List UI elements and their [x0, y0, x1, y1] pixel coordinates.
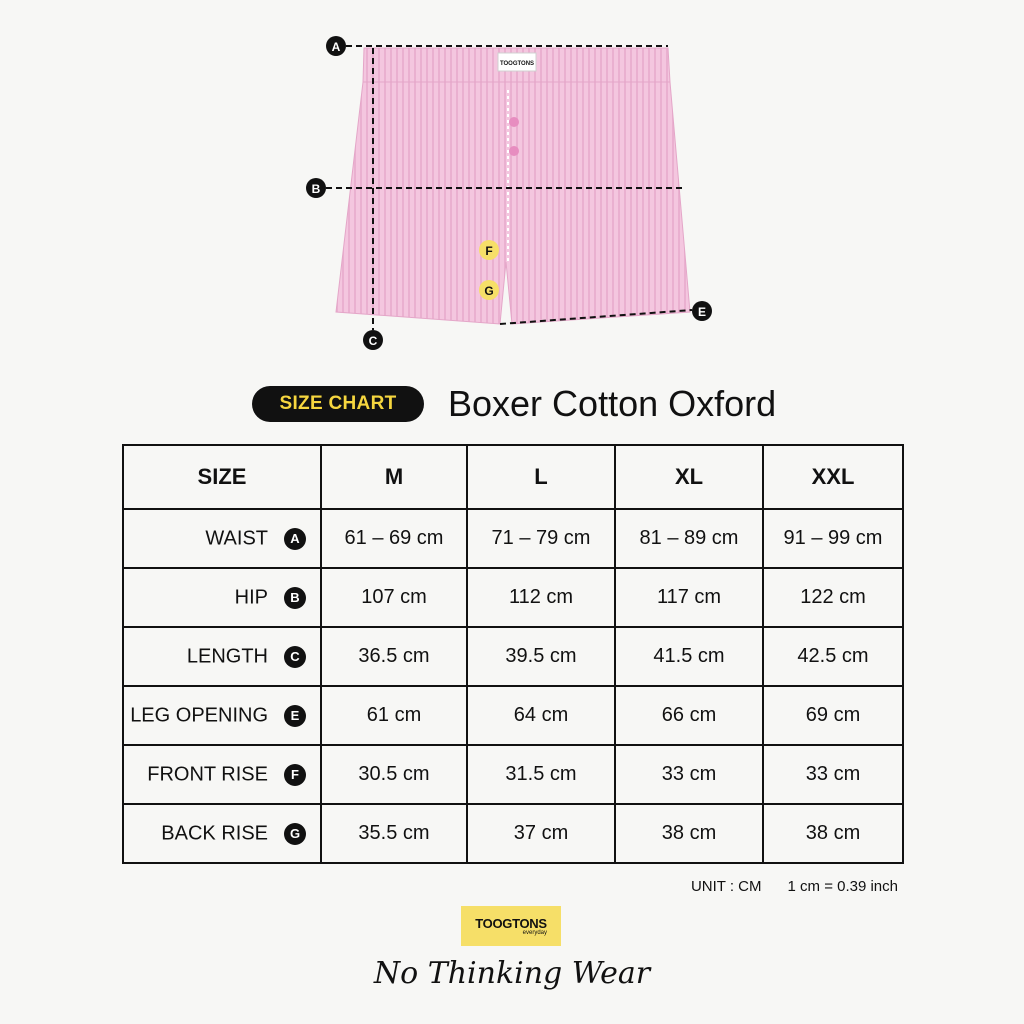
marker-b [306, 178, 326, 198]
table-cell: 33 cm [763, 745, 903, 804]
table-row [123, 509, 903, 568]
table-cell: 42.5 cm [763, 627, 903, 686]
table-cell: 61 – 69 cm [321, 509, 467, 568]
product-title: Boxer Cotton Oxford [448, 383, 777, 424]
table-cell: 33 cm [615, 745, 763, 804]
table-row [123, 804, 903, 863]
table-cell: 112 cm [467, 568, 615, 627]
row-label: LEG OPENING [130, 704, 268, 726]
size-chart-badge: SIZE CHART [252, 386, 424, 422]
column-header: M [321, 445, 467, 509]
table-row [123, 627, 903, 686]
brand-subtitle: everyday [522, 930, 547, 936]
table-cell: 35.5 cm [321, 804, 467, 863]
size-chart-header [252, 380, 812, 428]
table-cell: 36.5 cm [321, 627, 467, 686]
table-cell: 117 cm [615, 568, 763, 627]
table-cell: 37 cm [467, 804, 615, 863]
table-cell: 69 cm [763, 686, 903, 745]
table-cell: 81 – 89 cm [615, 509, 763, 568]
table-cell: 30.5 cm [321, 745, 467, 804]
row-label-cell [123, 568, 321, 627]
garment-tag-text: TOOGTONS [499, 61, 535, 67]
marker-badge: B [284, 587, 306, 609]
row-label-cell [123, 804, 321, 863]
marker-badge: F [284, 764, 306, 786]
marker-c [363, 330, 383, 350]
table-cell: 107 cm [321, 568, 467, 627]
table-cell: 66 cm [615, 686, 763, 745]
svg-text:F: F [485, 244, 493, 258]
marker-badge: C [284, 646, 306, 668]
table-row [123, 568, 903, 627]
table-header-row [123, 445, 903, 509]
svg-text:C: C [368, 334, 378, 348]
table-cell: 64 cm [467, 686, 615, 745]
marker-badge: A [284, 528, 306, 550]
table-row [123, 745, 903, 804]
row-label: LENGTH [186, 645, 268, 667]
boxer-shorts-illustration [0, 0, 1024, 370]
column-header: XL [615, 445, 763, 509]
tagline: No Thinking Wear [373, 956, 651, 991]
table-cell: 39.5 cm [467, 627, 615, 686]
row-label-cell [123, 745, 321, 804]
size-table [122, 444, 904, 864]
marker-badge: E [284, 705, 306, 727]
marker-a [326, 36, 346, 56]
marker-e [692, 301, 712, 321]
table-cell: 61 cm [321, 686, 467, 745]
brand-logo [461, 906, 561, 946]
row-label-cell [123, 627, 321, 686]
table-cell: 38 cm [763, 804, 903, 863]
unit-note [691, 878, 898, 895]
brand-name: TOOGTONS [475, 916, 547, 931]
unit-label: UNIT : CM [690, 878, 762, 895]
svg-text:G: G [484, 284, 494, 298]
conversion-note: 1 cm = 0.39 inch [787, 878, 898, 895]
table-cell: 71 – 79 cm [467, 509, 615, 568]
row-label-cell [123, 686, 321, 745]
marker-f [479, 240, 499, 260]
row-label: FRONT RISE [147, 763, 268, 785]
column-header: L [467, 445, 615, 509]
svg-text:E: E [697, 305, 707, 319]
column-header: XXL [763, 445, 903, 509]
table-cell: 38 cm [615, 804, 763, 863]
svg-text:A: A [331, 40, 341, 54]
table-row [123, 686, 903, 745]
table-cell: 31.5 cm [467, 745, 615, 804]
row-label: HIP [234, 586, 268, 608]
table-cell: 41.5 cm [615, 627, 763, 686]
row-label: BACK RISE [161, 822, 268, 844]
row-label: WAIST [205, 527, 268, 549]
column-header: SIZE [123, 445, 321, 509]
table-cell: 122 cm [763, 568, 903, 627]
marker-badge: G [284, 823, 306, 845]
svg-text:B: B [311, 182, 321, 196]
button [509, 146, 519, 156]
row-label-cell [123, 509, 321, 568]
table-cell: 91 – 99 cm [763, 509, 903, 568]
marker-g [479, 280, 499, 300]
button [509, 117, 519, 127]
